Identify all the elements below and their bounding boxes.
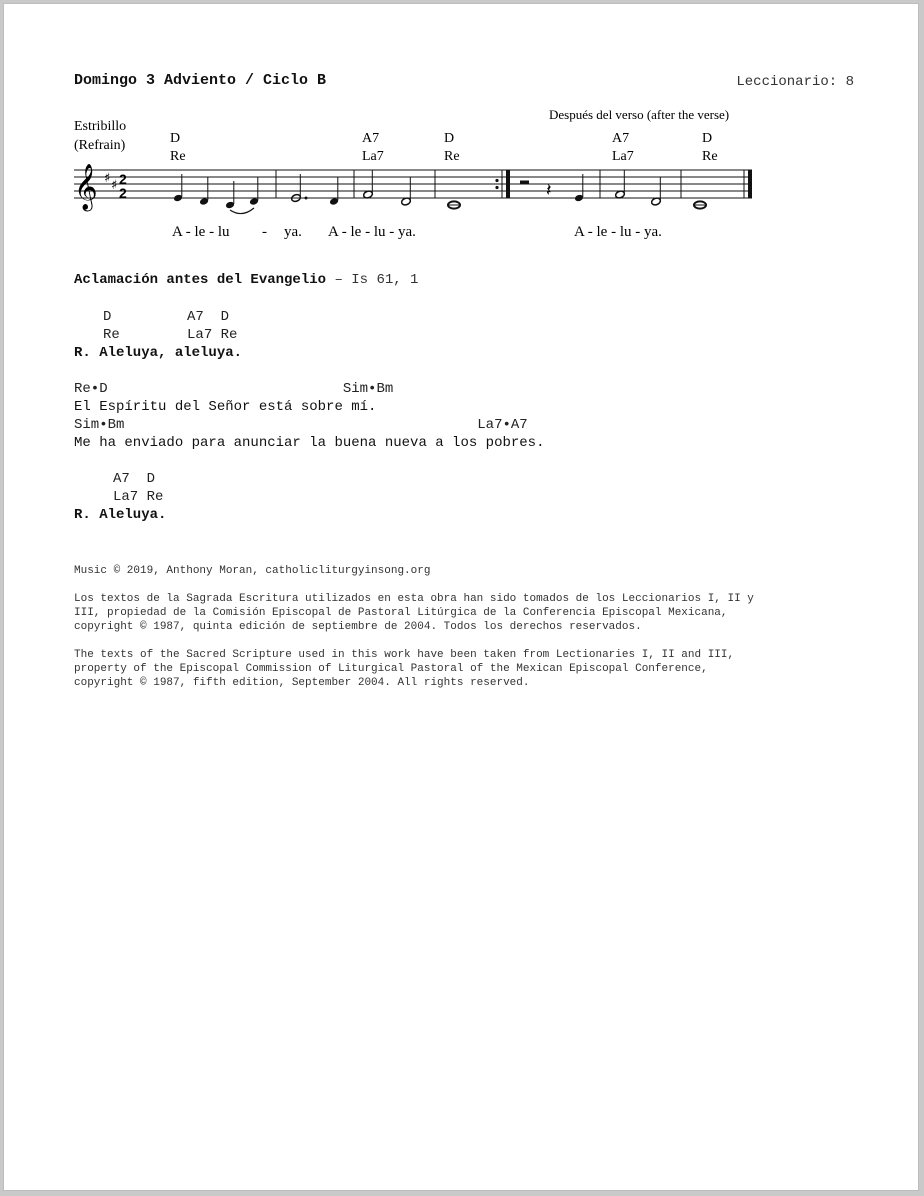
response-chords-es: Re La7 Re: [103, 327, 238, 343]
verse-chords: Sim•Bm La7•A7: [74, 417, 528, 433]
copyright-en-line: The texts of the Sacred Scripture used in this work have been taken from Lectionaries I, II and III,: [74, 649, 735, 661]
measure-4: [447, 201, 461, 208]
response-text: R. Aleluya, aleluya.: [74, 345, 243, 361]
response-chords-en: D A7 D: [103, 309, 230, 325]
lyric: ya.: [284, 224, 302, 240]
time-signature: [119, 171, 127, 201]
music-credit: Music © 2019, Anthony Moran, catholicliturgyinsong.org: [74, 565, 431, 577]
quarter-rest-icon: 𝄽: [546, 180, 552, 201]
time-signature-bottom: 2: [119, 185, 127, 201]
page-title: Domingo 3 Adviento / Ciclo B: [74, 72, 327, 89]
lyric: A - le - lu - ya.: [574, 224, 662, 240]
after-verse-label: Después del verso (after the verse): [549, 107, 730, 122]
chord-en: A7: [612, 131, 630, 146]
slur: [230, 208, 254, 214]
verse-chords: Re•D Sim•Bm: [74, 381, 394, 397]
copyright-es-line: copyright © 1987, quinta edición de septiembre de 2004. Todos los derechos reservados.: [74, 621, 642, 633]
acclamation-heading: [74, 272, 418, 288]
measure-2: [291, 174, 339, 206]
final-barline: [748, 170, 752, 198]
chord-en: D: [170, 131, 181, 146]
verse-line: Me ha enviado para anunciar la buena nueva a los pobres.: [74, 435, 545, 451]
measure-6: [615, 171, 662, 207]
chord-en: D: [702, 131, 713, 146]
sheet-page: [4, 4, 918, 1190]
response-text: R. Aleluya.: [74, 507, 167, 523]
sharp-icon: ♯: [111, 178, 118, 193]
chord-es: Re: [444, 149, 460, 164]
half-rest-icon: [520, 181, 529, 185]
chord-es: La7: [362, 149, 384, 164]
time-signature-top: 2: [119, 171, 127, 187]
copyright-en-line: copyright © 1987, fifth edition, September 2004. All rights reserved.: [74, 677, 530, 689]
music-score: [64, 100, 784, 250]
sharp-icon: ♯: [104, 171, 111, 186]
refrain-label-en: (Refrain): [74, 138, 126, 153]
measure-7: [693, 201, 707, 208]
acclamation-title: Aclamación antes del Evangelio: [74, 272, 327, 288]
chord-es: Re: [702, 149, 718, 164]
refrain-label: Estribillo: [74, 119, 127, 134]
verse-line: El Espíritu del Señor está sobre mí.: [74, 399, 377, 415]
chord-es: La7: [612, 149, 634, 164]
response-chords-en: A7 D: [113, 471, 156, 487]
chord-es: Re: [170, 149, 186, 164]
measure-1: [173, 174, 259, 214]
scripture-reference: – Is 61, 1: [326, 272, 419, 288]
leccionario-number: Leccionario: 8: [736, 74, 854, 90]
copyright-en-line: property of the Episcopal Commission of Liturgical Pastoral of the Mexican Episcopal Conference,: [74, 663, 708, 675]
chord-en: D: [444, 131, 455, 146]
measure-3: [363, 171, 412, 207]
copyright-es-line: Los textos de la Sagrada Escritura utilizados en esta obra han sido tomados de los Leccionarios I, II y: [74, 593, 754, 605]
copyright-es-line: III, propiedad de la Comisión Episcopal de Pastoral Litúrgica de la Conferencia Episcopal Mexicana,: [74, 607, 728, 619]
lyric: -: [262, 224, 267, 240]
lyric: A - le - lu: [172, 224, 230, 240]
lyric: A - le - lu - ya.: [328, 224, 416, 240]
chord-en: A7: [362, 131, 380, 146]
staff-lines: [74, 170, 752, 198]
treble-clef-icon: 𝄞: [74, 164, 98, 210]
response-chords-es: La7 Re: [113, 489, 164, 505]
